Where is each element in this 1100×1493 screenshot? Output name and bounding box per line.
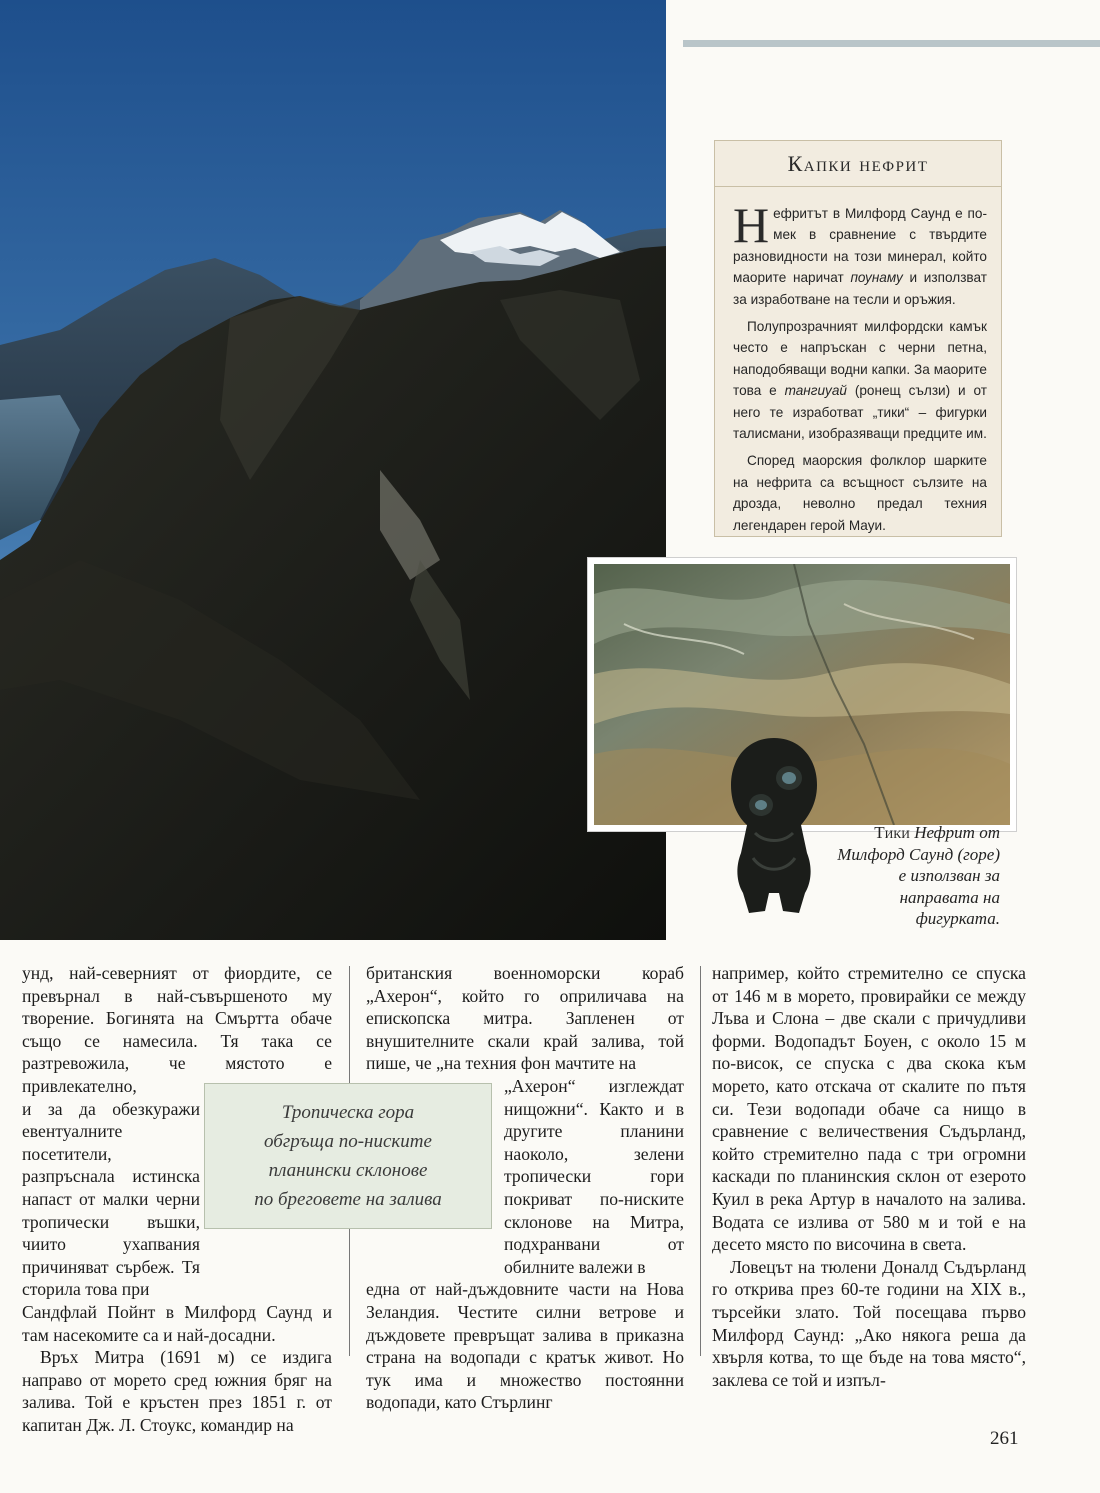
- sidebar-italic-term: поунаму: [850, 270, 903, 286]
- tiki-figure: [725, 733, 823, 918]
- sidebar-text: ефритът в Милфорд Саунд е по-мек в сравнение с твърдите разновидности на този минерал, който маорите наричат: [733, 206, 987, 286]
- top-decorative-rule: [683, 40, 1100, 47]
- column-3-paragraph-2: Ловецът на тюлени Доналд Съдърланд го открива през 60-те години на XIX в., търсейки злато. Той посещава първо Милфорд Саунд: „Ако някога реша да хвърля котва, то ще бъде на това място“, заклева се той и изпъл-: [712, 1256, 1026, 1390]
- sidebar-paragraph-2: [733, 316, 987, 444]
- sidebar-box: [714, 140, 1002, 537]
- column-1-top-text: унд, най-северният от фиордите, се превърнал в най-съвършеното му творение. Богинята на Смъртта обаче също се намесила. Тя така се разтревожила, че мястото е привлекателно,: [22, 963, 332, 1096]
- tiki-caption: [830, 822, 1000, 930]
- pull-quote-line-3: планински склонове: [268, 1160, 428, 1181]
- pull-quote-line-2: обгръща по-ниските: [264, 1131, 432, 1152]
- column-1-paragraph-2: Връх Митра (1691 м) се издига направо от морето сред южния бряг на залива. Той е кръстен през 1851 г. от капитан Дж. Л. Стоукс, командир на: [22, 1347, 332, 1435]
- pull-quote: [204, 1083, 492, 1229]
- sidebar-text: (ронещ сълзи) и от него те изработват „тики“ – фигурки талисмани, изобразяващи предците им.: [733, 383, 987, 442]
- column-divider: [700, 966, 701, 1356]
- pull-quote-line-1: Тропическа гора: [281, 1102, 415, 1123]
- page-number: 261: [990, 1428, 1019, 1449]
- text-column-3: [712, 962, 1026, 1391]
- pull-quote-line-4: по бреговете на залива: [254, 1189, 442, 1210]
- column-2-top-text: британския военноморски кораб „Ахерон“, който го оприличава на епископска митра. Запленен от внушителните скали край залива, той пише, че „на техния фон мачтите на: [366, 963, 684, 1074]
- column-2-bottom-text: една от най-дъждовните части на Нова Зеландия. Честите силни ветрове и дъждовете превръщат залива в приказна страна на водопади с кратък живот. Но тук има и множество постоянни водопади, като Стърлинг: [366, 1279, 684, 1413]
- column-3-paragraph-1: например, който стремително се спуска от 146 м в морето, провирайки се между Лъва и Слона – две скали с причудливи форми. Водопадът Боуен, с около 15 м по-висок, се спуска с два скока към морето, като отскача от скалите по пътя си. Тези водопади обаче са нищо в сравнение с величествения Съдърланд, който стремително пада с три огромни каскади по планинския склон от езерото Куил в река Артур в началото на залива. Водата се излива от 580 м и той е на десето място по височина в света.: [712, 963, 1026, 1255]
- sidebar-paragraph-1: [733, 197, 987, 310]
- column-2-wrapped-text: „Ахерон“ изглеждат нищожни“. Както и в другите планини наоколо, зелени тропически гори покриват по-ниските склонове на Митра, подхранвани от обилните валежи в: [504, 1075, 684, 1277]
- caption-text: Нефрит от Милфорд Саунд (горе) е използван за направата на фигурката.: [837, 823, 1000, 928]
- drop-cap: Н: [733, 197, 770, 253]
- caption-label: Тики: [874, 823, 910, 842]
- sidebar-paragraph-3: Според маорския фолклор шарките на нефрита са всъщност сълзите на дрозда, неволно предал техния легендарен герой Мауи.: [733, 453, 987, 533]
- sidebar-italic-term: тангиуай: [784, 383, 847, 399]
- mountain-photo: [0, 0, 666, 940]
- sidebar-body: [733, 197, 987, 542]
- sidebar-header: [715, 141, 1001, 187]
- sidebar-title: Капки нефрит: [787, 150, 929, 176]
- column-1-bottom-text: Сандфлай Пойнт в Милфорд Саунд и там насекомите са и най-досадни.: [22, 1301, 332, 1345]
- sidebar-text: Полупрозрачният милфордски камък често е напръскан с черни петна, наподобяващи водни капки. За маорите това е: [733, 319, 987, 399]
- column-1-wrapped-text: и за да обезкуражи евентуалните посетители, разпръснала истинска напаст от малки черни тропически въшки, чиито ухапвания причиняват сърбеж. Тя сторила това при: [22, 1098, 200, 1300]
- sidebar-text: и използват за изработване на тесли и оръжия.: [733, 270, 987, 307]
